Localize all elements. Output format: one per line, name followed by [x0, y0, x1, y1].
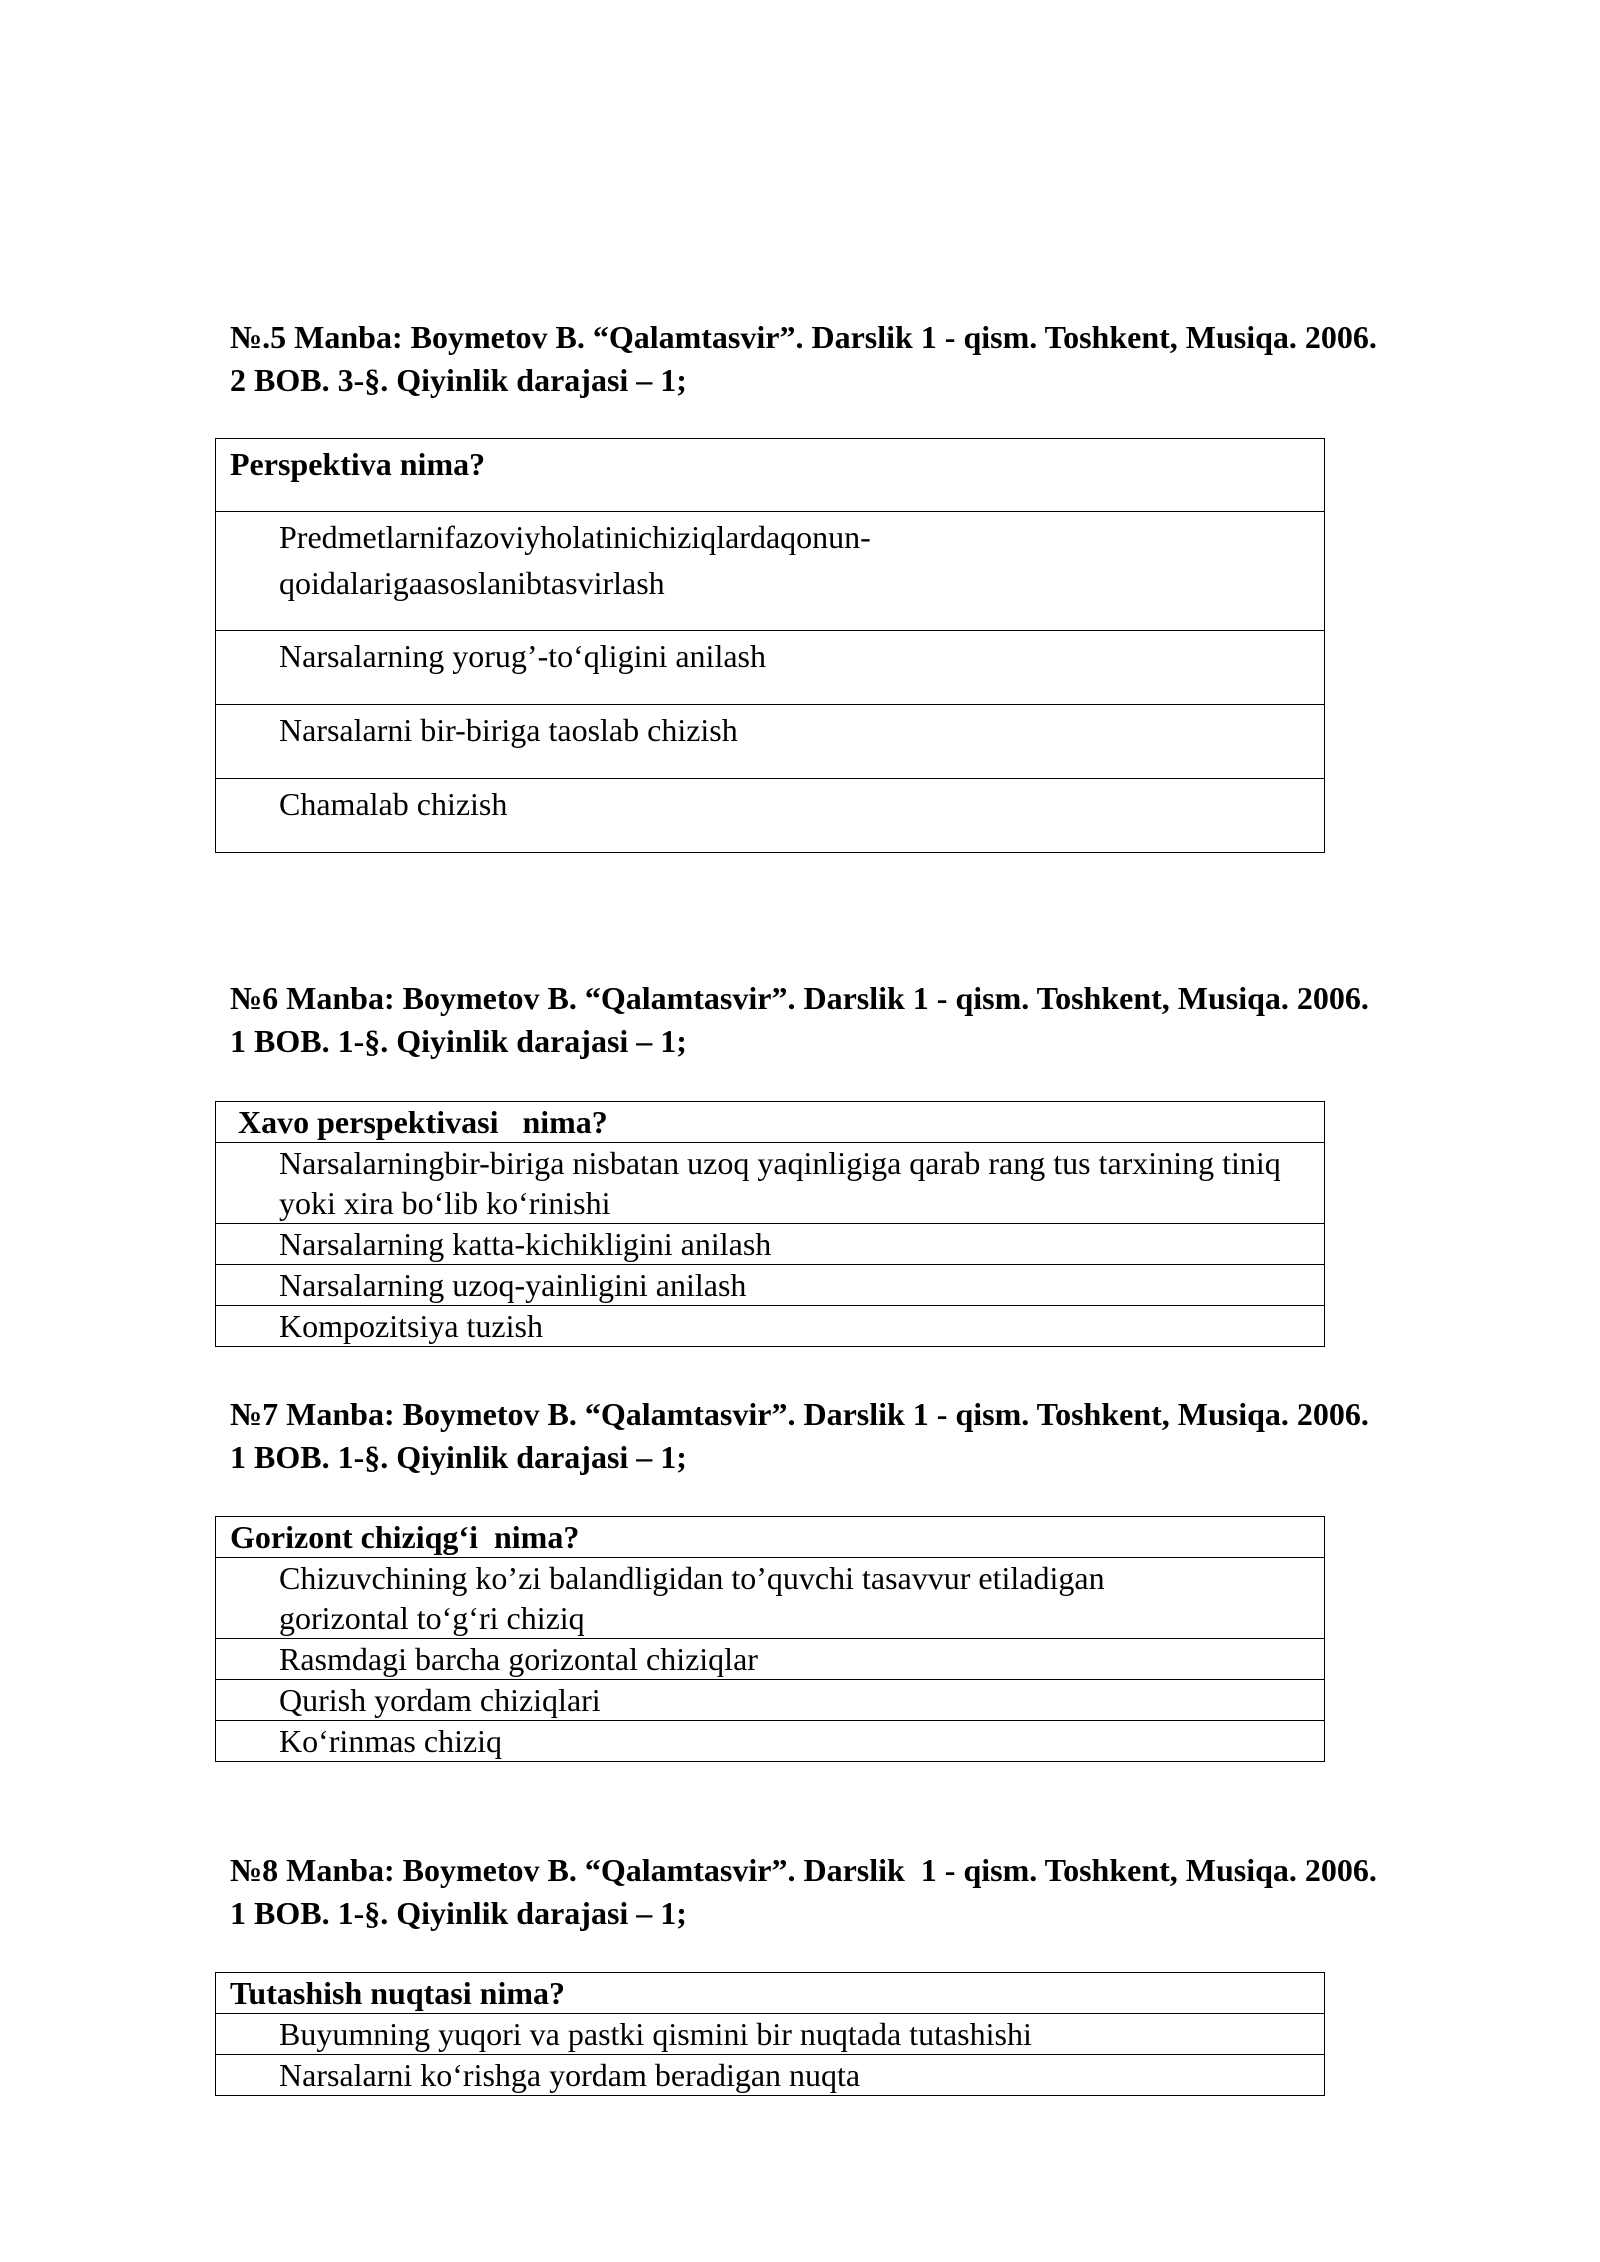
answer-text: Chizuvchining ko’zi balandligidan to’quvchi tasavvur etiladigan gorizontal to‘g‘ri chiziq — [279, 1560, 1105, 1636]
answer-text: Kompozitsiya tuzish — [279, 1308, 543, 1344]
answer-text: Narsalarningbir-biriga nisbatan uzoq yaqinligiga qarab rang tus tarxining tiniq yoki xira bo‘lib ko‘rinishi — [279, 1145, 1281, 1221]
answer-cell — [216, 2014, 1325, 2055]
answer-text: Buyumning yuqori va pastki qismini bir nuqtada tutashishi — [279, 2016, 1032, 2052]
question-6-heading-line2: 1 BOB. 1-§. Qiyinlik darajasi – 1; — [230, 1023, 687, 1059]
question-8-text: Tutashish nuqtasi nima? — [230, 1975, 565, 2011]
answer-text: Narsalarni bir-biriga taoslab chizish — [279, 712, 738, 748]
answer-text: Ko‘rinmas chiziq — [279, 1723, 503, 1759]
answer-text: Chamalab chizish — [279, 786, 508, 822]
question-8-table — [215, 1972, 1325, 2096]
answer-cell — [216, 1224, 1325, 1265]
question-7-text: Gorizont chiziqg‘i nima? — [230, 1519, 580, 1555]
answer-cell — [216, 1306, 1325, 1347]
answer-cell — [216, 1721, 1325, 1762]
question-7-heading — [230, 1393, 1550, 1479]
answer-cell — [216, 1558, 1325, 1639]
question-8-cell — [216, 1973, 1325, 2014]
question-7-table — [215, 1516, 1325, 1762]
question-6-cell — [216, 1102, 1325, 1143]
question-8-heading — [230, 1849, 1550, 1935]
answer-cell — [216, 1265, 1325, 1306]
answer-cell — [216, 631, 1325, 705]
question-6-text: Xavo perspektivasi nima? — [230, 1104, 608, 1140]
answer-text: Narsalarning katta-kichikligini anilash — [279, 1226, 772, 1262]
question-6-table — [215, 1101, 1325, 1347]
question-7-cell — [216, 1517, 1325, 1558]
answer-cell — [216, 705, 1325, 779]
question-6-heading — [230, 977, 1550, 1063]
answer-text: Rasmdagi barcha gorizontal chiziqlar — [279, 1641, 758, 1677]
question-5-text: Perspektiva nima? — [230, 446, 486, 482]
question-8-heading-line2: 1 BOB. 1-§. Qiyinlik darajasi – 1; — [230, 1895, 687, 1931]
question-7-heading-line1: №7 Manba: Boymetov B. “Qalamtasvir”. Darslik 1 - qism. Toshkent, Musiqa. 2006. — [230, 1396, 1369, 1432]
answer-cell — [216, 512, 1325, 631]
answer-cell — [216, 2055, 1325, 2096]
question-5-cell — [216, 439, 1325, 512]
answer-text: Narsalarning uzoq-yainligini anilash — [279, 1267, 747, 1303]
answer-cell — [216, 1680, 1325, 1721]
answer-cell — [216, 1143, 1325, 1224]
question-8-heading-line1: №8 Manba: Boymetov B. “Qalamtasvir”. Darslik 1 - qism. Toshkent, Musiqa. 2006. — [230, 1852, 1377, 1888]
question-5-heading-line2: 2 BOB. 3-§. Qiyinlik darajasi – 1; — [230, 362, 687, 398]
answer-text: Narsalarning yorug’-to‘qligini anilash — [279, 638, 766, 674]
question-5-heading-line1: №.5 Manba: Boymetov B. “Qalamtasvir”. Darslik 1 - qism. Toshkent, Musiqa. 2006. — [230, 319, 1377, 355]
answer-text: Narsalarni ko‘rishga yordam beradigan nuqta — [279, 2057, 861, 2093]
answer-text: Predmetlarnifazoviyholatinichiziqlardaqonun-qoidalarigaasoslanibtasvirlash — [279, 519, 871, 601]
answer-text: Qurish yordam chiziqlari — [279, 1682, 601, 1718]
question-7-heading-line2: 1 BOB. 1-§. Qiyinlik darajasi – 1; — [230, 1439, 687, 1475]
question-5-heading — [230, 316, 1550, 402]
question-6-heading-line1: №6 Manba: Boymetov B. “Qalamtasvir”. Darslik 1 - qism. Toshkent, Musiqa. 2006. — [230, 980, 1369, 1016]
answer-cell — [216, 779, 1325, 853]
question-5-table — [215, 438, 1325, 853]
answer-cell — [216, 1639, 1325, 1680]
